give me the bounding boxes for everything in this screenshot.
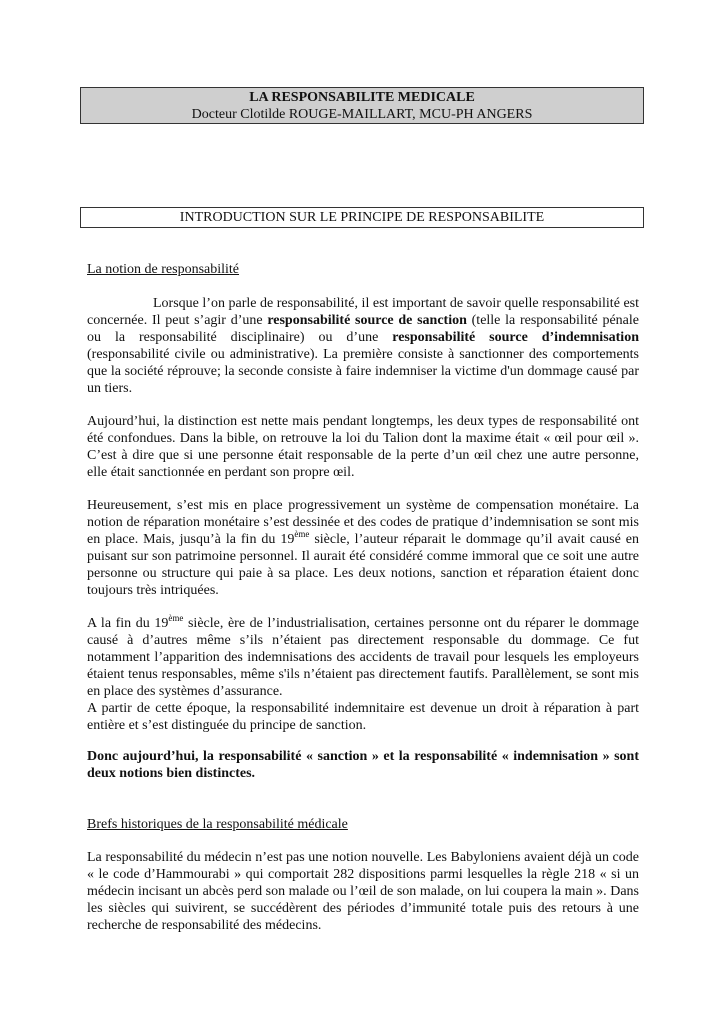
document-title: LA RESPONSABILITE MEDICALE xyxy=(249,90,475,105)
text-run: A la fin du 19 xyxy=(87,616,169,631)
superscript: ème xyxy=(168,613,184,623)
paragraph-notion-2: Aujourd’hui, la distinction est nette mais pendant longtemps, les deux types de responsabilité ont été confondues. Dans la bible, on retrouve la loi du Talion dont la maxime était « œil pour œil ». C’est à dire que si une personne était responsable de la perte d’un œil chez une autre personne, elle était sanctionnée en perdant son propre œil. xyxy=(87,414,639,480)
paragraph-notion-1 xyxy=(87,296,639,397)
paragraph-notion-4 xyxy=(87,613,639,701)
bold-term-indemnisation: responsabilité source d’indemnisation xyxy=(392,329,639,345)
text-run: siècle, l’auteur réparait le dommage qu’il avait causé en puisant sur son patrimoine personnel. Il aurait été considéré comme immoral que ce soit une autre personne ou structure qui paie à sa place. Les deux notions, sanction et réparation étaient donc toujours très intriquées. xyxy=(87,531,639,598)
section-heading-notion: La notion de responsabilité xyxy=(87,262,240,277)
paragraph-notion-conclusion: Donc aujourd’hui, la responsabilité « sanction » et la responsabilité « indemnisation » sont deux notions bien distinctes. xyxy=(87,749,639,781)
superscript: ème xyxy=(294,528,310,539)
text-run: (telle la responsabilité pénale ou la responsabilité disciplinaire) ou d’une xyxy=(87,312,639,345)
bold-term-sanction: responsabilité source de sanction xyxy=(267,312,467,328)
text-run: siècle, ère de l’industrialisation, certaines personne ont du réparer le dommage causé à d’autres même s’ils n’étaient pas directement responsable du dommage. Ce fut notamment l’apparition des indemnisations des accidents de travail pour lesquels les employeurs étaient tenus responsables, même s'ils n’étaient pas directement fautifs. Parallèlement, se sont mis en place des systèmes d’assurance. xyxy=(87,616,639,699)
paragraph-notion-3 xyxy=(87,498,639,599)
document-author: Docteur Clotilde ROUGE-MAILLART, MCU-PH ANGERS xyxy=(191,106,533,122)
intro-title-box xyxy=(80,207,644,228)
section-heading-historique: Brefs historiques de la responsabilité médicale xyxy=(87,817,348,832)
intro-title: INTRODUCTION SUR LE PRINCIPE DE RESPONSABILITE xyxy=(179,210,545,225)
text-run: Lorsque l’on parle de responsabilité, il est important de savoir quelle responsabilité est concernée. Il peut s’agir d’une xyxy=(87,296,639,328)
paragraph-notion-5: A partir de cette époque, la responsabilité indemnitaire est devenue un droit à réparation à part entière et s’est distinguée du principe de sanction. xyxy=(87,701,639,733)
text-run: (responsabilité civile ou administrative). La première consiste à sanctionner des comportements que la société réprouve; la seconde consiste à faire indemniser la victime d'un dommage causé par un tiers. xyxy=(87,346,639,396)
document-title-box xyxy=(80,87,644,124)
text-run: Heureusement, s’est mis en place progressivement un système de compensation monétaire. La notion de réparation monétaire s’est dessinée et des codes de pratique d’indemnisation se sont mis en place. Mais, jusqu’à la fin du 19 xyxy=(87,498,639,547)
paragraph-historique-1: La responsabilité du médecin n’est pas une notion nouvelle. Les Babyloniens avaient déjà un code « le code d’Hammourabi » qui comportait 282 dispositions parmi lesquelles la règle 218 « si un médecin incisant un abcès perd son malade ou l’œil de son malade, on lui coupera la main ». Dans les siècles qui suivirent, se succédèrent des périodes d’immunité totale puis des retours à une recherche de responsabilité des médecins. xyxy=(87,850,639,933)
